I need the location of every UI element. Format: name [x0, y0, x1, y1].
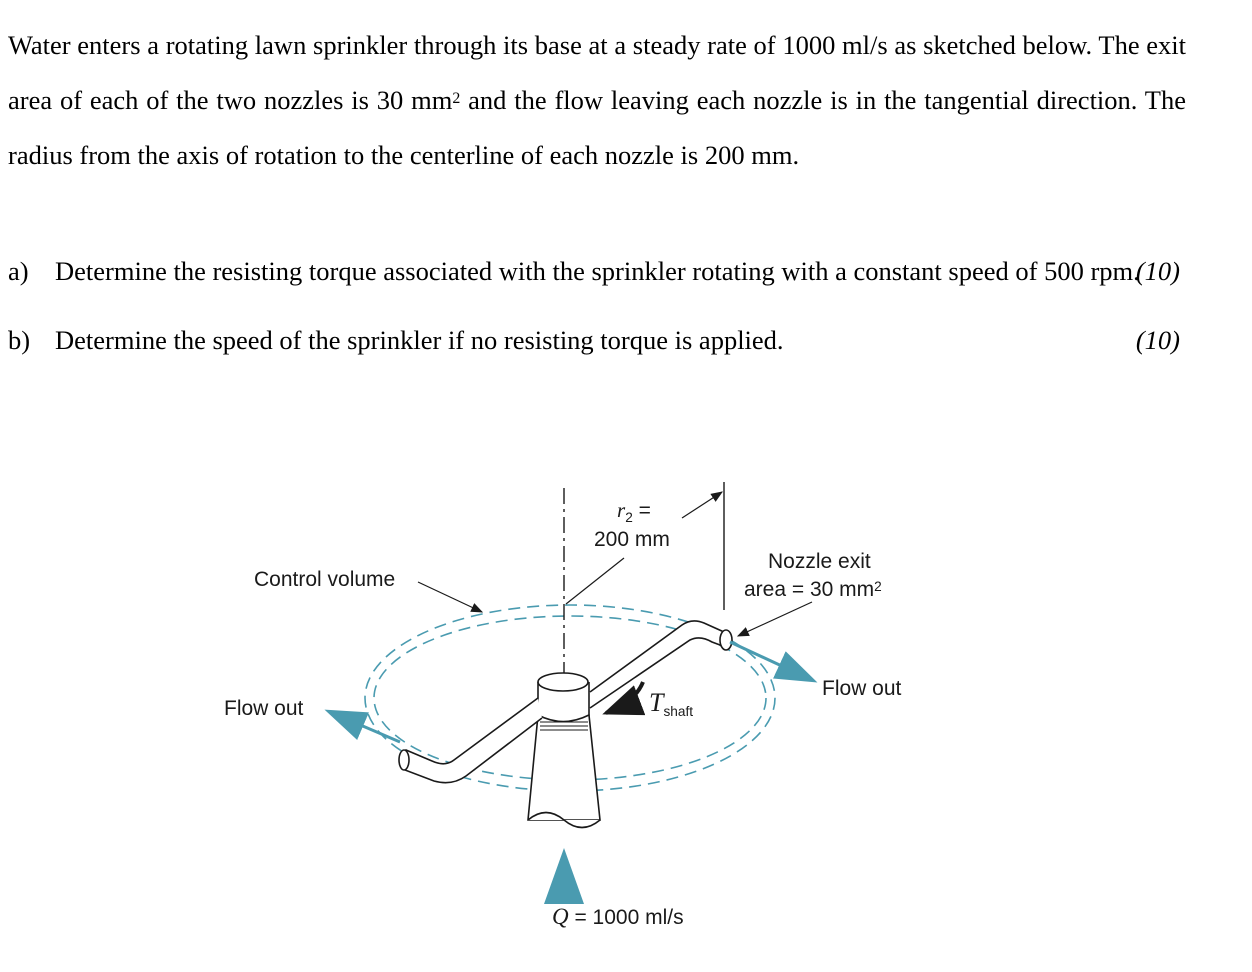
- part-b-label: b): [8, 325, 31, 355]
- intro-superscript: 2: [452, 90, 461, 108]
- radius-leader-upper: [682, 492, 722, 518]
- part-a-text: Determine the resisting torque associated with the sprinkler rotating with a constant speed of 500 rpm.: [55, 256, 1140, 286]
- part-b: [8, 313, 1186, 368]
- part-a: [8, 244, 1186, 299]
- flow-out-left-label: Flow out: [224, 697, 304, 720]
- flow-out-right-arrow: [730, 642, 812, 680]
- radius-label: $r_2$ =: [617, 498, 651, 526]
- intro-text-2: and the flow leaving each nozzle is in the tangential direction. The radius from the axis of rotation to the centerline of each nozzle is 200 mm.: [8, 85, 1186, 170]
- hub-top: [538, 673, 588, 691]
- flow-out-left-arrow: [330, 712, 400, 742]
- control-volume-label: Control volume: [254, 568, 396, 591]
- sprinkler-figure: [0, 470, 1252, 972]
- base-pipe: [528, 715, 600, 820]
- arm-left: [402, 698, 542, 783]
- problem-statement: [8, 18, 1186, 183]
- part-a-marks: (10): [1135, 256, 1180, 286]
- problem-intro: [8, 18, 1186, 183]
- part-a-label: a): [8, 256, 29, 286]
- nozzle-right: [720, 630, 732, 650]
- flow-out-right-label: Flow out: [822, 677, 902, 700]
- nozzle-left: [399, 750, 409, 770]
- question-parts: [8, 244, 1186, 368]
- nozzle-leader: [738, 602, 812, 636]
- torque-label: $T_{shaft}$: [649, 688, 694, 720]
- flow-rate-label: Q = 1000 ml/s: [552, 904, 684, 929]
- radius-value: 200 mm: [594, 528, 670, 551]
- part-b-text: Determine the speed of the sprinkler if no resisting torque is applied.: [55, 325, 784, 355]
- nozzle-label-line1: Nozzle exit: [768, 550, 871, 573]
- radius-leader-lower: [566, 558, 624, 604]
- part-b-marks: (10): [1135, 325, 1180, 355]
- nozzle-label-line2: area = 30 $mm^2$: [744, 578, 882, 601]
- intro-text-1: Water enters a rotating lawn sprinkler through its base at a steady rate of 1000 ml/s as sketched below. The exit area of each of the two nozzles is 30 mm: [8, 30, 1186, 115]
- control-volume-leader: [418, 582, 482, 612]
